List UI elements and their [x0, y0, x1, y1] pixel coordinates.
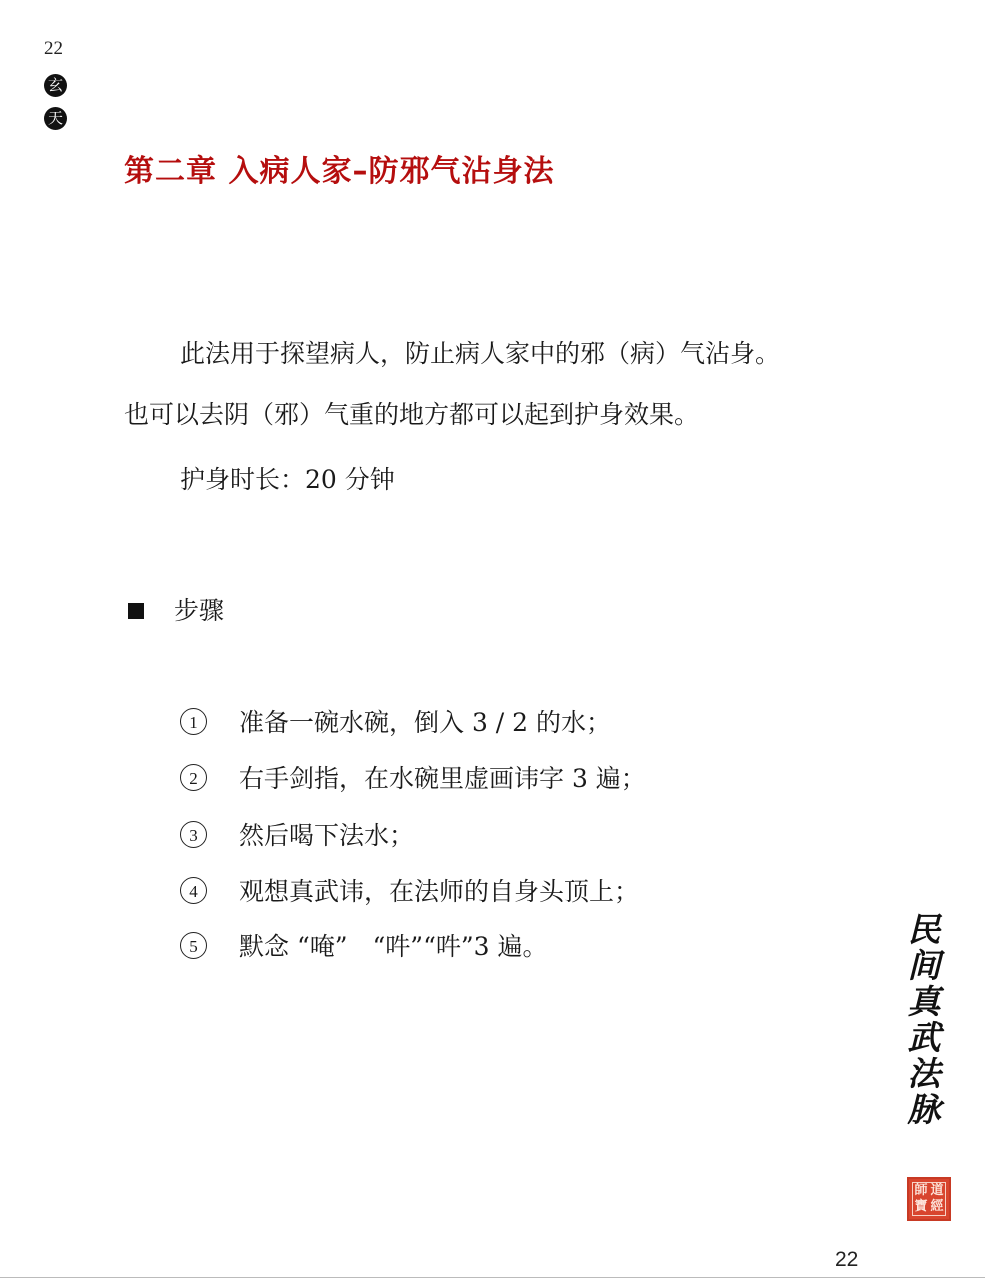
seal-char: 經	[930, 1199, 944, 1214]
step-text: 右手剑指，在水碗里虚画讳字 3 遍；	[239, 764, 646, 793]
header-dot-xuan: 玄	[44, 74, 67, 97]
body-paragraph-1: 此法用于探望病人，防止病人家中的邪（病）气沾身。	[180, 339, 781, 368]
calligraphy-char: 脉	[907, 1090, 941, 1129]
seal-char: 寶	[914, 1199, 928, 1214]
step-text: 观想真武讳，在法师的自身头顶上；	[239, 877, 640, 906]
section-heading-label: 步骤	[174, 596, 225, 625]
step-item	[180, 759, 646, 795]
vertical-calligraphy-title	[902, 912, 946, 1128]
body-paragraph-2: 也可以去阴（邪）气重的地方都可以起到护身效果。	[124, 400, 700, 429]
step-text: 然后喝下法水；	[239, 821, 415, 850]
circled-number-icon: 4	[180, 877, 207, 904]
circled-number-icon: 5	[180, 932, 207, 959]
square-bullet-icon	[128, 603, 144, 619]
calligraphy-char: 法	[907, 1054, 941, 1093]
step-text: 准备一碗水碗，倒入 3 / 2 的水；	[239, 708, 612, 737]
chapter-title: 第二章 入病人家–防邪气沾身法	[124, 154, 555, 189]
page-number-top: 22	[44, 38, 63, 59]
seal-char: 道	[930, 1183, 944, 1198]
step-item	[180, 872, 639, 908]
seal-inner	[912, 1182, 946, 1216]
step-item	[180, 816, 414, 852]
step-item	[180, 703, 611, 739]
bottom-divider	[0, 1277, 985, 1278]
calligraphy-char: 真	[907, 982, 941, 1021]
header-dot-tian: 天	[44, 107, 67, 130]
calligraphy-char: 间	[907, 946, 941, 985]
circled-number-icon: 3	[180, 821, 207, 848]
circled-number-icon: 1	[180, 708, 207, 735]
calligraphy-char: 民	[907, 910, 941, 949]
seal-char: 師	[914, 1183, 928, 1198]
page-number-bottom: 22	[835, 1248, 859, 1271]
red-seal-stamp	[907, 1177, 951, 1221]
body-paragraph-duration: 护身时长：20 分钟	[180, 465, 395, 494]
step-item	[180, 927, 548, 963]
step-text: 默念 “唵” “吽”“吽”3 遍。	[239, 932, 548, 961]
circled-number-icon: 2	[180, 764, 207, 791]
section-heading	[128, 591, 224, 627]
calligraphy-char: 武	[907, 1018, 941, 1057]
